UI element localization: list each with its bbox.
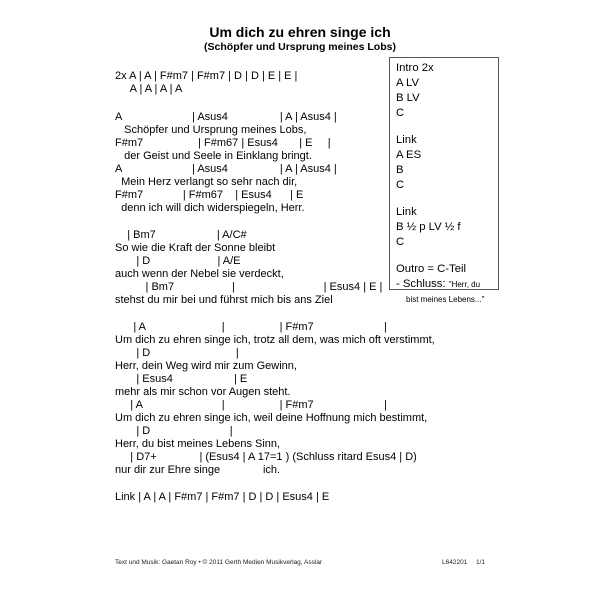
- sheet-line: Herr, du bist meines Lebens Sinn,: [115, 438, 281, 450]
- sheet-line: | Bm7 | A/C#: [115, 229, 247, 241]
- structure-line: C: [396, 179, 405, 191]
- structure-line: B ½ p LV ½ f: [396, 221, 461, 233]
- sheet-line: A | Asus4 | A | Asus4 |: [115, 111, 337, 123]
- sheet-line: F#m7 | F#m67 | Esus4 | E: [115, 189, 304, 201]
- sheet-line: auch wenn der Nebel sie verdeckt,: [115, 268, 284, 280]
- song-structure-box: [389, 57, 499, 304]
- structure-line: Link: [396, 206, 417, 218]
- sheet-line: | Esus4 | E: [115, 373, 248, 385]
- sheet-line: Mein Herz verlangt so sehr nach dir,: [115, 176, 298, 188]
- sheet-line: stehst du mir bei und führst mich bis ans Ziel: [115, 294, 333, 306]
- footer-page: 1/1: [476, 559, 486, 566]
- schluss-label: - Schluss:: [396, 278, 449, 290]
- sheet-line: | A | | F#m7 |: [115, 399, 387, 411]
- structure-line: C: [396, 236, 405, 248]
- sheet-line: So wie die Kraft der Sonne bleibt: [115, 242, 276, 254]
- sheet-line: | Bm7 | | Esus4 | E |: [115, 281, 383, 293]
- sheet-line: Herr, dein Weg wird mir zum Gewinn,: [115, 360, 297, 372]
- structure-line: C: [396, 107, 405, 119]
- sheet-line: A | A | A | A: [115, 83, 183, 95]
- sheet-line: mehr als mir schon vor Augen steht.: [115, 386, 291, 398]
- sheet-line: | D |: [115, 425, 233, 437]
- structure-line: A ES: [396, 149, 422, 161]
- schluss-line: [396, 278, 480, 291]
- structure-line: B: [396, 164, 404, 176]
- sheet-line: | D | A/E: [115, 255, 241, 267]
- sheet-line: A | Asus4 | A | Asus4 |: [115, 163, 337, 175]
- song-subtitle: (Schöpfer und Ursprung meines Lobs): [204, 41, 396, 53]
- sheet-line: denn ich will dich widerspiegeln, Herr.: [115, 202, 305, 214]
- sheet-line: Link | A | A | F#m7 | F#m7 | D | D | Esus4 | E: [115, 491, 330, 503]
- sheet-line: der Geist und Seele in Einklang bringt.: [115, 150, 312, 162]
- schluss-quote-continued: bist meines Lebens...": [406, 295, 485, 304]
- structure-line: Link: [396, 134, 417, 146]
- sheet-line: Um dich zu ehren singe ich, weil deine Hoffnung mich bestimmt,: [115, 412, 428, 424]
- structure-line: B LV: [396, 92, 420, 104]
- sheet-line: nur dir zur Ehre singe ich.: [115, 464, 281, 476]
- sheet-line: F#m7 | F#m67 | Esus4 | E |: [115, 137, 331, 149]
- schluss-quote: "Herr, du: [448, 280, 481, 289]
- sheet-line: Um dich zu ehren singe ich, trotz all dem, was mich oft verstimmt,: [115, 334, 435, 346]
- sheet-line: | D7+ | (Esus4 | A 17=1 ) (Schluss ritard Esus4 | D): [115, 451, 417, 463]
- footer-credits: Text und Musik: Gaetan Roy • © 2011 Gerth Medien Musikverlag, Asslar: [115, 559, 323, 566]
- structure-line: Outro = C-Teil: [396, 263, 466, 275]
- sheet-line: | A | | F#m7 |: [115, 321, 387, 333]
- sheet-line: Schöpfer und Ursprung meines Lobs,: [115, 124, 307, 136]
- sheet-line: | D |: [115, 347, 239, 359]
- sheet-line: 2x A | A | F#m7 | F#m7 | D | D | E | E |: [115, 70, 298, 82]
- structure-line: A LV: [396, 77, 420, 89]
- footer-code: L642201: [442, 559, 468, 566]
- song-title: Um dich zu ehren singe ich: [209, 24, 391, 40]
- structure-line: Intro 2x: [396, 62, 434, 74]
